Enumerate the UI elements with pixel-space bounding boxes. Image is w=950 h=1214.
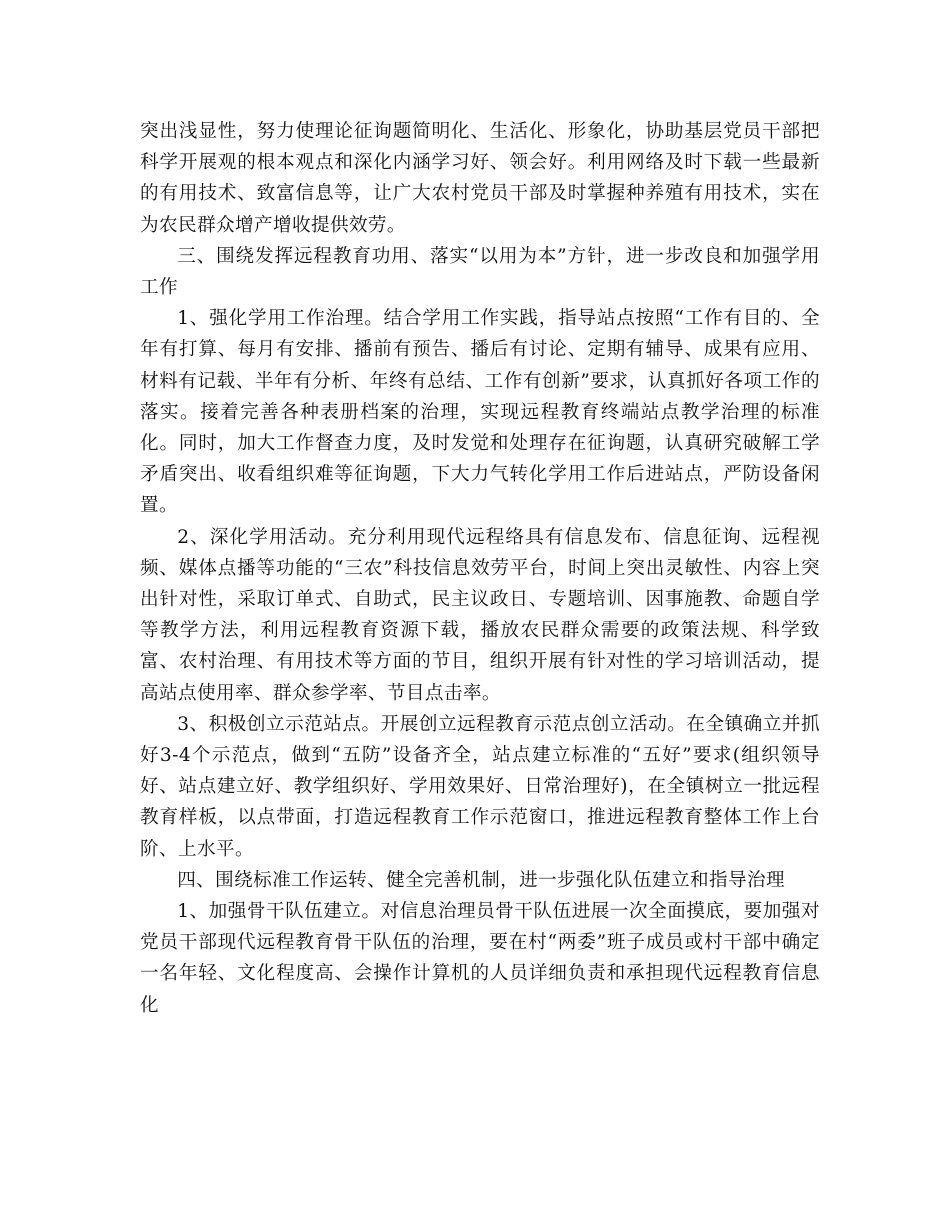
document-body (140, 116, 820, 1021)
section-heading-three: 三、围绕发挥远程教育功用、落实“以用为本”方针，进一步改良和加强学用工作 (140, 245, 820, 299)
paragraph-continuation: 突出浅显性，努力使理论征询题简明化、生活化、形象化，协助基层党员干部把科学开展观的根本观点和深化内涵学习好、领会好。利用网络及时下载一些最新的有用技术、致富信息等，让广大农村党员干部及时掌握种养殖有用技术，实在为农民群众增产增收提供效劳。 (140, 121, 820, 236)
section-heading-four: 四、围绕标准工作运转、健全完善机制，进一步强化队伍建立和指导治理 (177, 869, 785, 891)
paragraph-activities: 2、深化学用活动。充分利用现代远程络具有信息发布、信息征询、远程视频、媒体点播等功能的“三农”科技信息效劳平台，时间上突出灵敏性、内容上突出针对性，采取订单式、自助式，民主议政日、专题培训、因事施教、命题自学等教学方法，利用远程教育资源下载，播放农民群众需要的政策法规、科学致富、农村治理、有用技术等方面的节目，组织开展有针对性的学习培训活动，提高站点使用率、群众参学率、节目点击率。 (140, 526, 820, 704)
paragraph-demo-sites: 3、积极创立示范站点。开展创立远程教育示范点创立活动。在全镇确立并抓好3-4个示范点，做到“五防”设备齐全，站点建立标准的“五好”要求(组织领导好、站点建立好、教学组织好、学用效果好、日常治理好)，在全镇树立一批远程教育样板，以点带面，打造远程教育工作示范窗口，推进远程教育整体工作上台阶、上水平。 (140, 713, 820, 860)
paragraph-team-building: 1、加强骨干队伍建立。对信息治理员骨干队伍进展一次全面摸底，要加强对党员干部现代远程教育骨干队伍的治理，要在村“两委”班子成员或村干部中确定一名年轻、文化程度高、会操作计算机的人员详细负责和承担现代远程教育信息化 (140, 901, 820, 1016)
paragraph-management: 1、强化学用工作治理。结合学用工作实践，指导站点按照“工作有目的、全年有打算、每月有安排、播前有预告、播后有讨论、定期有辅导、成果有应用、材料有记载、半年有分析、年终有总结、工作有创新”要求，认真抓好各项工作的落实。接着完善各种表册档案的治理，实现远程教育终端站点教学治理的标准化。同时，加大工作督查力度，及时发觉和处理存在征询题，认真研究破解工学矛盾突出、收看组织难等征询题，下大力气转化学用工作后进站点，严防设备闲置。 (140, 308, 820, 517)
